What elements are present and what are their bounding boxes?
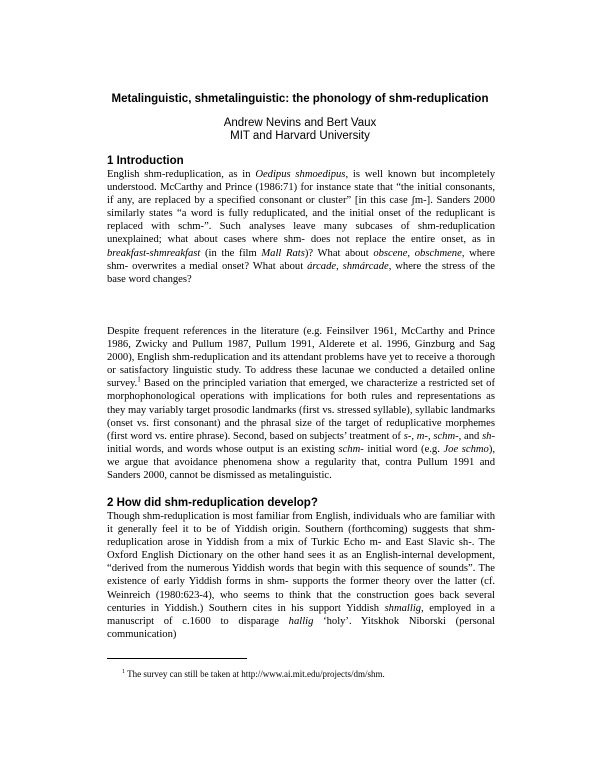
text-run: , where shm- overwrites a medial onset? What about [107,247,495,272]
film-title: Mall Rats [261,247,305,259]
text-run: ‘holy’. Yitskhok Niborski (personal communication) [107,615,495,640]
example-obscene: obscene, obschmene [373,247,462,259]
paper-title: Metalinguistic, shmetalinguistic: the phonology of shm-reduplication [111,93,489,105]
text-run: , and [458,430,483,442]
example-joe-schmo: Joe schmo [443,443,489,455]
text-run: initial word (e.g. [363,443,444,455]
text-run: Based on the principled variation that emerged, we characterize a restricted set of morphophonological operations with implications for both rules and representations as they may variably target prosodic landmarks (first vs. stressed syllable), syllabic landmarks (onset vs. first consonant) and the phrasal size of the target of reduplicative morphemes (first word vs. entire phrase). Second, based on subjects’ treatment of [107,378,495,442]
example-schm-2: schm- [338,443,364,455]
text-run: English shm-reduplication, as in [107,169,256,180]
text-run: (in the film [200,247,262,259]
paragraph-introduction-1 [107,168,495,286]
example-oedipus: Oedipus shmoedipus [255,169,346,180]
text-run: , [427,430,434,442]
example-arcade: árcade, shmárcade [307,260,389,272]
footnote [122,669,385,679]
text-run: ), we argue that avoidance phenomena show a regularity that, contra Pullum 1991 and Sanders 2000, cannot be dismissed as metalinguistic. [107,443,495,482]
author-affiliation: MIT and Harvard University [230,130,370,142]
example-shmallig: shmallig [384,602,422,614]
example-s: s- [403,430,412,442]
example-breakfast: breakfast-shmreakfast [107,247,201,259]
paragraph-development-1 [107,510,495,641]
footnote-text: The survey can still be taken at http://www.ai.mit.edu/projects/dm/shm. [125,669,385,679]
text-run: )? What about [304,247,374,259]
example-schm: schm- [433,430,459,442]
example-hallig: hallig [288,615,314,627]
text-run: -initial words, and words whose output is an existing [107,430,496,455]
footnote-marker[interactable]: 1 [137,375,141,384]
paragraph-introduction-2 [107,325,495,482]
text-run: Though shm-reduplication is most familiar from English, individuals who are familiar with it generally feel it to be of Yiddish origin. Southern (forthcoming) suggests that shm-reduplication arose in Yiddish from a mix of Turkic Echo m- and East Slavic sh-. The Oxford English Dictionary on the other hand sees it as an English-internal development, “derived from the numerous Yiddish words that begin with this sequence of sounds”. The existence of early Yiddish forms in shm- supports the former theory over the latter (cf. Weinreich (1980:623-4), who seems to think that the construction goes back several centuries in Yiddish.) Southern cites in his support Yiddish [107,511,495,614]
text-run: , where the stress of the base word changes? [107,260,495,285]
example-m: m- [416,430,428,442]
text-run: , employed in a manuscript of c.1600 to disparage [107,602,495,627]
section-heading-introduction: 1 Introduction [107,155,184,167]
example-sh: sh [482,430,492,442]
section-heading-development: 2 How did shm-reduplication develop? [107,497,318,509]
footnote-number: 1 [122,669,125,675]
text-run: , [411,430,417,442]
text-run: Despite frequent references in the literature (e.g. Feinsilver 1961, McCarthy and Prince 1986, Zwicky and Pullum 1987, Pullum 1991, Alderete et al. 1996, Ginzburg and Sag 2000), English shm-reduplication and its attendant problems have yet to receive a thorough or satisfactory linguistic study. To address these lacunae we conducted a detailed online survey. [107,326,495,390]
footnote-divider [107,658,247,659]
author-names: Andrew Nevins and Bert Vaux [223,117,377,129]
text-run: , is well known but incompletely understood. McCarthy and Prince (1986:71) for instance state that “the initial consonants, if any, are replaced by a specified consonant or cluster” [in this case ʃm-]. Sanders 2000 similarly states “a word is fully reduplicated, and the initial onset of the reduplicant is replaced with schm-”. Such analyses leave many subcases of shm-reduplication unexplained; what about cases where shm- does not replace the entire onset, as in [107,169,495,246]
